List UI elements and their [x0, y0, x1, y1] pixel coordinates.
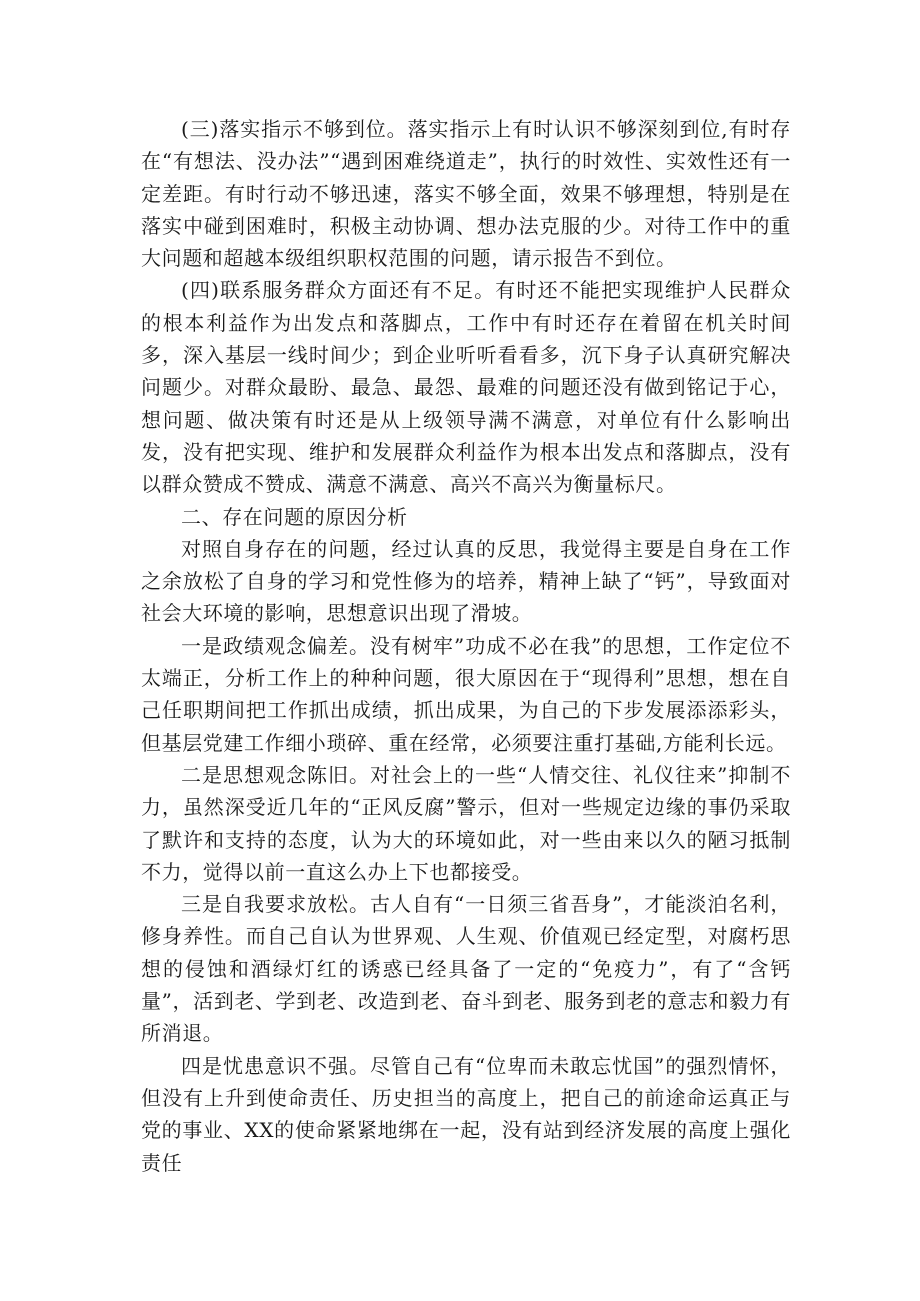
section-heading-cause-analysis: 二、存在问题的原因分析: [181, 504, 408, 529]
paragraph-achievement-view: 一是政绩观念偏差。没有树牢”功成不必在我”的思想，工作定位不太端正，分析工作上的种种问题，很大原因在于“现得利”思想，想在自己任职期间把工作抓出成绩，抓出成果，为自己的下步发展添添彩头，但基层党建工作细小琐碎、重在经常，必须要注重打基础,方能利长远。: [141, 633, 791, 755]
document-body: [141, 113, 791, 1179]
paragraph-self-reflection: 对照自身存在的问题，经过认真的反思，我觉得主要是自身在工作之余放松了自身的学习和党性修为的培养，精神上缺了“钙”，导致面对社会大环境的影响，思想意识出现了滑坡。: [141, 536, 791, 626]
paragraph-weak-awareness: 四是忧患意识不强。尽管自己有“位卑而未敢忘忧国”的强烈情怀，但没有上升到使命责任、历史担当的高度上，把自己的前途命运真正与党的事业、XX的使命紧紧地绑在一起，没有站到经济发展的高度上强化责任: [141, 1053, 791, 1175]
paragraph-implementation: (三)落实指示不够到位。落实指示上有时认识不够深刻到位,有时存在“有想法、没办法”“遇到困难绕道走”，执行的时效性、实效性还有一定差距。有时行动不够迅速，落实不够全面，效果不够理想，特别是在落实中碰到困难时，积极主动协调、想办法克服的少。对待工作中的重大问题和超越本级组织职权范围的问题，请示报告不到位。: [141, 117, 791, 271]
paragraph-relaxed-self-discipline: 三是自我要求放松。古人自有“一日须三省吾身”，才能淡泊名利，修身养性。而自己自认为世界观、人生观、价值观已经定型，对腐朽思想的侵蚀和酒绿灯红的诱惑已经具备了一定的“免疫力”，有了“含钙量”，活到老、学到老、改造到老、奋斗到老、服务到老的意志和毅力有所消退。: [141, 892, 791, 1046]
paragraph-outdated-thinking: 二是思想观念陈旧。对社会上的一些“人情交往、礼仪往来”抑制不力，虽然深受近几年的“正风反腐”警示，但对一些规定边缘的事仍采取了默许和支持的态度，认为大的环境如此，对一些由来以久的陋习抵制不力，觉得以前一直这么办上下也都接受。: [141, 762, 791, 884]
paragraph-serving-masses: (四)联系服务群众方面还有不足。有时还不能把实现维护人民群众的根本利益作为出发点和落脚点，工作中有时还存在着留在机关时间多，深入基层一线时间少；到企业听听看看多，沉下身子认真研究解决问题少。对群众最盼、最急、最怨、最难的问题还没有做到铭记于心，想问题、做决策有时还是从上级领导满不满意，对单位有什么影响出发，没有把实现、维护和发展群众利益作为根本出发点和落脚点，没有以群众赞成不赞成、满意不满意、高兴不高兴为衡量标尺。: [141, 278, 791, 497]
